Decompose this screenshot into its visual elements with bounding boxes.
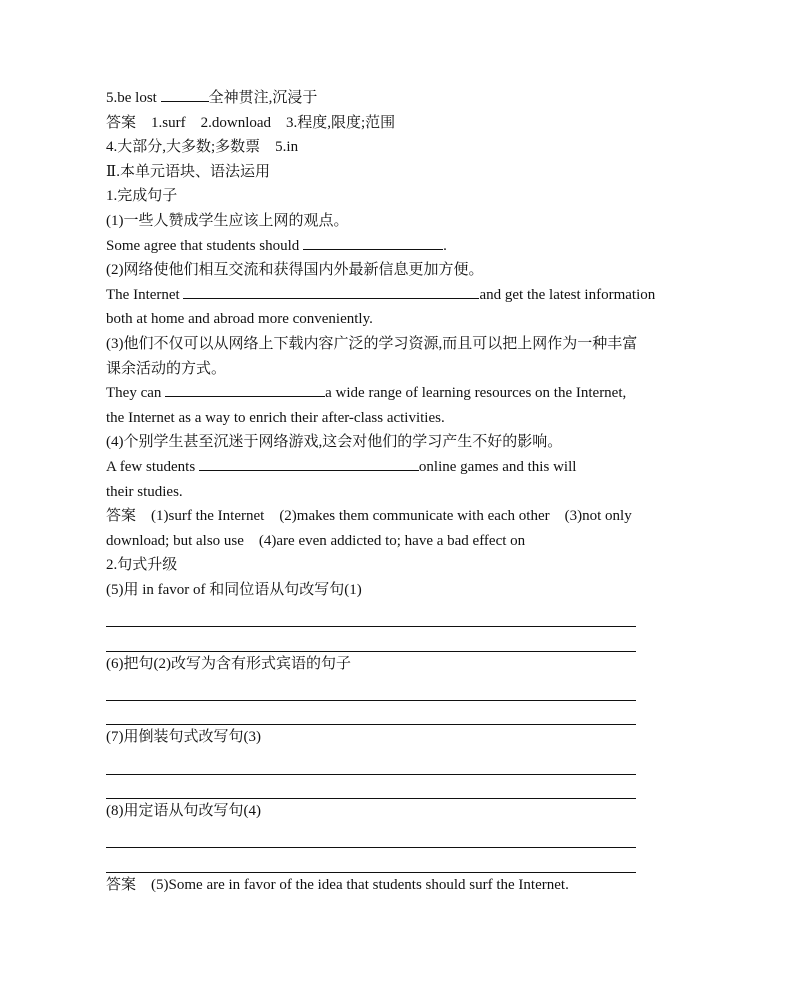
answer-write-line[interactable]: [106, 824, 706, 849]
question-3-suffix: a wide range of learning resources on the Internet,: [325, 385, 627, 402]
question-5: (5)用 in favor of 和同位语从句改写句(1): [106, 581, 362, 598]
part2-answer-line: [106, 873, 706, 898]
answer-write-line[interactable]: [106, 750, 706, 775]
part1-answer-text-1: (1)surf the Internet (2)makes them communicate with each other (3)not only: [151, 508, 632, 525]
question-3-prefix: They can: [106, 385, 166, 402]
question-2-english-line-2: both at home and abroad more conveniently.: [106, 311, 373, 328]
fill-blank[interactable]: [183, 283, 479, 299]
part2-answer-text: (5)Some are in favor of the idea that students should surf the Internet.: [151, 877, 569, 893]
question-8: (8)用定语从句改写句(4): [106, 803, 261, 820]
question-4-chinese: (4)个别学生甚至沉迷于网络游戏,这会对他们的学习产生不好的影响。: [106, 434, 563, 451]
question-2-english: [106, 283, 706, 308]
question-1-prefix: Some agree that students should: [106, 237, 304, 254]
fill-blank[interactable]: [303, 234, 443, 250]
question-1-suffix: .: [443, 237, 447, 254]
part1-answer-line-2: download; but also use (4)are even addicted to; have a bad effect on: [106, 532, 526, 549]
worksheet-page: [106, 86, 706, 898]
question-4-english: [106, 455, 706, 480]
answer-label: 答案: [106, 114, 137, 131]
question-3-english-line-2: the Internet as a way to enrich their after-class activities.: [106, 409, 445, 426]
question-2-suffix: and get the latest information: [479, 286, 656, 303]
answer-write-line[interactable]: [106, 701, 706, 726]
question-6: (6)把句(2)改写为含有形式宾语的句子: [106, 655, 351, 672]
question-3-chinese-line-1: (3)他们不仅可以从网络上下载内容广泛的学习资源,而且可以把上网作为一种丰富: [106, 335, 638, 352]
answer-write-line[interactable]: [106, 676, 706, 701]
part1-title: 1.完成句子: [106, 188, 178, 205]
question-2-prefix: The Internet: [106, 286, 184, 303]
fill-blank[interactable]: [165, 381, 325, 397]
part1-answer-line-1: [106, 504, 706, 529]
answer-write-line[interactable]: [106, 848, 706, 873]
part2-title: 2.句式升级: [106, 557, 178, 574]
vocab-item-5-prefix: 5.be lost: [106, 90, 161, 106]
answer-label: 答案: [106, 508, 137, 525]
question-1-chinese: (1)一些人赞成学生应该上网的观点。: [106, 212, 349, 229]
vocab-answer-text-1: 1.surf 2.download 3.程度,限度;范围: [151, 114, 396, 131]
vocab-item-5-meaning: 全神贯注,沉浸于: [208, 90, 318, 106]
vocab-answer-line-2: 4.大部分,大多数;多数票 5.in: [106, 139, 299, 156]
answer-label: 答案: [106, 877, 137, 893]
question-4-prefix: A few students: [106, 458, 199, 475]
fill-blank[interactable]: [161, 86, 209, 102]
question-3-english: [106, 381, 706, 406]
vocab-item-5: [106, 86, 706, 111]
question-4-suffix: online games and this will: [418, 458, 577, 475]
vocab-answer-line-1: [106, 111, 706, 136]
question-3-chinese-line-2: 课余活动的方式。: [106, 360, 227, 377]
answer-write-line[interactable]: [106, 602, 706, 627]
section-title: Ⅱ.本单元语块、语法运用: [106, 163, 270, 180]
question-1-english: [106, 234, 706, 259]
question-7: (7)用倒装句式改写句(3): [106, 729, 261, 746]
answer-write-line[interactable]: [106, 775, 706, 800]
question-2-chinese: (2)网络使他们相互交流和获得国内外最新信息更加方便。: [106, 262, 484, 279]
answer-write-line[interactable]: [106, 627, 706, 652]
fill-blank[interactable]: [199, 455, 419, 471]
question-4-english-line-2: their studies.: [106, 483, 183, 500]
